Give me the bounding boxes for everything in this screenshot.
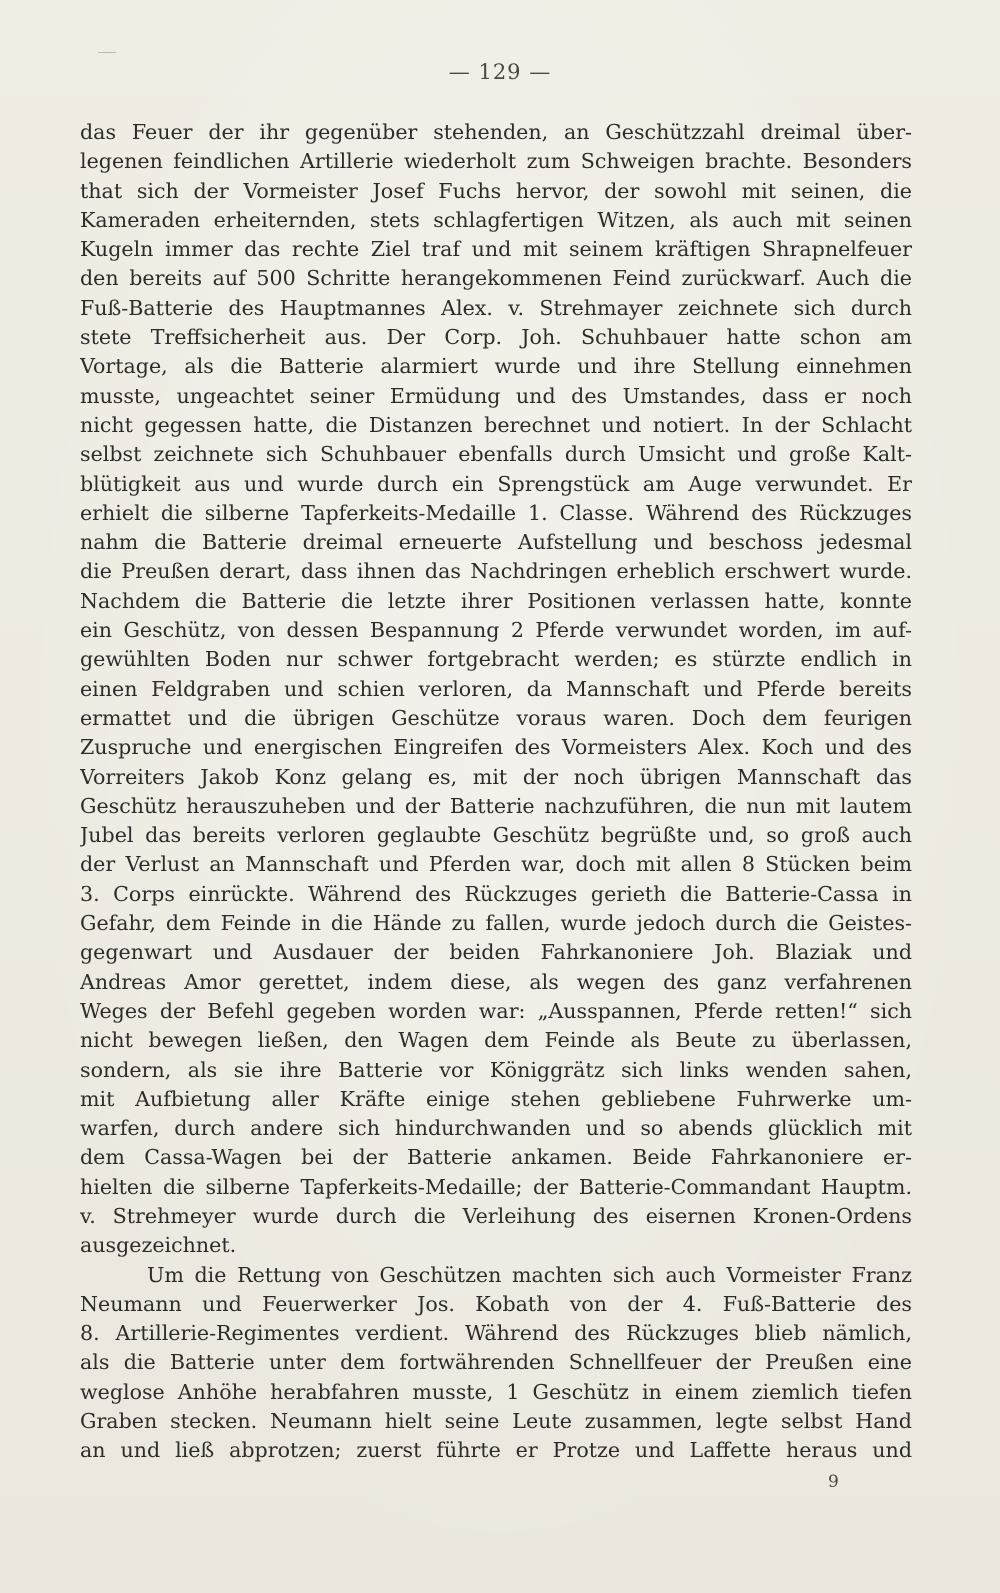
text-line: erhielt die silberne Tapferkeits-Medaille 1. Classe. Während des Rückzuges xyxy=(80,500,912,525)
text-line: legenen feindlichen Artillerie wiederholt zum Schweigen brachte. Besonders xyxy=(80,149,912,174)
page-number-header: — 129 — xyxy=(448,60,552,84)
text-line: Zuspruche und energischen Eingreifen des Vormeisters Alex. Koch und des xyxy=(80,735,912,760)
text-line: weglose Anhöhe herabfahren musste, 1 Geschütz in einem ziemlich tiefen xyxy=(80,1379,912,1404)
text-line: 3. Corps einrückte. Während des Rückzuges gerieth die Batterie-Cassa in xyxy=(80,881,912,906)
body-text xyxy=(80,118,912,1466)
text-line: nicht bewegen ließen, den Wagen dem Feinde als Beute zu überlassen, xyxy=(80,1028,912,1053)
signature-mark: 9 xyxy=(828,1472,839,1492)
text-line: einen Feldgraben und schien verloren, da Mannschaft und Pferde bereits xyxy=(80,676,912,701)
text-line: sondern, als sie ihre Batterie vor Königgrätz sich links wenden sahen, xyxy=(80,1057,912,1082)
text-line: der Verlust an Mannschaft und Pferden war, doch mit allen 8 Stücken beim xyxy=(80,852,912,877)
text-line: Vorreiters Jakob Konz gelang es, mit der noch übrigen Mannschaft das xyxy=(80,764,912,789)
text-line: v. Strehmeyer wurde durch die Verleihung des eisernen Kronen-Ordens xyxy=(80,1203,912,1228)
text-line: den bereits auf 500 Schritte herangekommenen Feind zurückwarf. Auch die xyxy=(80,266,912,291)
text-line: 8. Artillerie-Regimentes verdient. Während des Rückzuges blieb nämlich, xyxy=(80,1321,912,1346)
text-line: that sich der Vormeister Josef Fuchs hervor, der sowohl mit seinen, die xyxy=(80,178,912,203)
text-line: gegenwart und Ausdauer der beiden Fahrkanoniere Joh. Blaziak und xyxy=(80,940,912,965)
text-line: mit Aufbietung aller Kräfte einige stehen gebliebene Fuhrwerke um- xyxy=(80,1086,912,1111)
text-line: Neumann und Feuerwerker Jos. Kobath von der 4. Fuß-Batterie des xyxy=(80,1291,912,1316)
text-line: Fuß-Batterie des Hauptmannes Alex. v. Strehmayer zeichnete sich durch xyxy=(80,295,912,320)
text-line: ein Geschütz, von dessen Bespannung 2 Pferde verwundet worden, im auf- xyxy=(80,618,912,643)
text-line: ermattet und die übrigen Geschütze voraus waren. Doch dem feurigen xyxy=(80,705,912,730)
text-line: Graben stecken. Neumann hielt seine Leute zusammen, legte selbst Hand xyxy=(80,1409,912,1434)
text-line: nahm die Batterie dreimal erneuerte Aufstellung und beschoss jedesmal xyxy=(80,530,912,555)
text-line: ausgezeichnet. xyxy=(80,1233,237,1258)
text-line: selbst zeichnete sich Schuhbauer ebenfalls durch Umsicht und große Kalt- xyxy=(80,442,912,467)
text-line: Vortage, als die Batterie alarmiert wurde und ihre Stellung einnehmen xyxy=(80,354,912,379)
text-line: blütigkeit aus und wurde durch ein Sprengstück am Auge verwundet. Er xyxy=(80,471,912,496)
text-line: musste, ungeachtet seiner Ermüdung und des Umstandes, dass er noch xyxy=(80,383,912,408)
text-line: Kameraden erheiternden, stets schlagfertigen Witzen, als auch mit seinen xyxy=(80,207,912,232)
text-line: an und ließ abprotzen; zuerst führte er Protze und Laffette heraus und xyxy=(80,1438,912,1463)
text-line: das Feuer der ihr gegenüber stehenden, an Geschützzahl dreimal über- xyxy=(80,120,912,144)
text-line: Um die Rettung von Geschützen machten sich auch Vormeister Franz xyxy=(147,1262,912,1287)
text-line: Andreas Amor gerettet, indem diese, als wegen des ganz verfahrenen xyxy=(80,969,912,994)
text-line: Nachdem die Batterie die letzte ihrer Positionen verlassen hatte, konnte xyxy=(80,588,912,613)
text-line: dem Cassa-Wagen bei der Batterie ankamen. Beide Fahrkanoniere er- xyxy=(80,1145,912,1170)
text-line: als die Batterie unter dem fortwährenden Schnellfeuer der Preußen eine xyxy=(80,1350,912,1375)
text-line: hielten die silberne Tapferkeits-Medaille; der Batterie-Commandant Hauptm. xyxy=(80,1174,912,1199)
text-line: Kugeln immer das rechte Ziel traf und mit seinem kräftigen Shrapnelfeuer xyxy=(80,237,912,262)
text-line: gewühlten Boden nur schwer fortgebracht werden; es stürzte endlich in xyxy=(80,647,912,672)
text-line: die Preußen derart, dass ihnen das Nachdringen erheblich erschwert wurde. xyxy=(80,559,912,584)
text-line: Weges der Befehl gegeben worden war: „Ausspannen, Pferde retten!“ sich xyxy=(80,998,912,1023)
text-line: warfen, durch andere sich hindurchwanden und so abends glücklich mit xyxy=(80,1116,912,1141)
text-line: Jubel das bereits verloren geglaubte Geschütz begrüßte und, so groß auch xyxy=(80,823,912,848)
text-line: Gefahr, dem Feinde in die Hände zu fallen, wurde jedoch durch die Geistes- xyxy=(80,911,912,936)
margin-mark xyxy=(98,52,116,53)
text-line: nicht gegessen hatte, die Distanzen berechnet und notiert. In der Schlacht xyxy=(80,412,912,437)
text-line: stete Treffsicherheit aus. Der Corp. Joh. Schuhbauer hatte schon am xyxy=(80,325,912,350)
text-line: Geschütz herauszuheben und der Batterie nachzuführen, die nun mit lautem xyxy=(80,793,912,818)
